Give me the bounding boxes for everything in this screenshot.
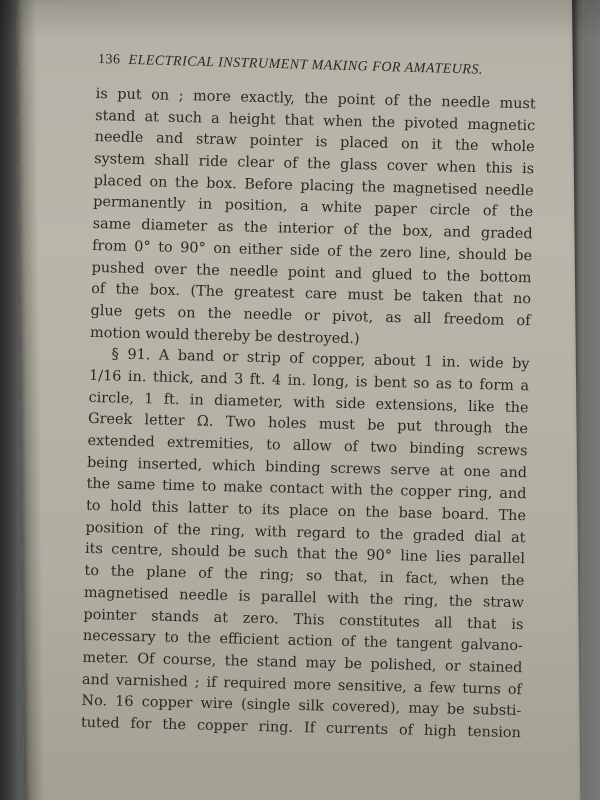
text-line: same diameter as the interior of the box, and graded (92, 216, 533, 243)
text-line: magnetised needle is parallel with the ring, the straw (83, 584, 525, 612)
text-line: Greek letter Ω. Two holes must be put through the (87, 411, 529, 438)
text-line: 1/16 in. thick, and 3 ft. 4 in. long, is bent so as to form a (88, 367, 530, 395)
text-line: motion would thereby be destroyed.) (89, 324, 360, 347)
body-text (81, 84, 536, 745)
section-start-line: § 91. A band or strip of copper, about 1 in. wide by (111, 346, 530, 373)
text-line: being inserted, which binding screws serve at one and (86, 454, 528, 481)
spine-shadow (16, 0, 45, 800)
text-line: circle, 1 ft. in diameter, with side extensions, like the (88, 389, 529, 416)
text-line: is put on ; more exactly, the point of the needle must (95, 85, 536, 113)
text-line: to hold this latter to its place on the base board. The (85, 497, 527, 525)
text-line: its centre, should be such that the 90° line lies parallel (84, 541, 526, 568)
text-line: pushed over the needle point and glued to the bottom (91, 259, 532, 286)
text-line: No. 16 copper wire (single silk covered), may be substi- (81, 693, 522, 720)
text-line: of the box. (The greatest care must be taken that no (90, 281, 532, 308)
text-line: needle and straw pointer is placed on it the whole (94, 129, 535, 156)
text-line: pointer stands at zero. This constitutes all that is (83, 606, 524, 633)
text-line: placed on the box. Before placing the magnetised needle (93, 172, 534, 200)
text-line: permanently in position, a white paper circle of the (93, 194, 534, 221)
text-line: position of the ring, with regard to the graded dial at (85, 519, 526, 546)
text-line: stand at such a height that when the pivoted magnetic (95, 107, 536, 135)
text-line: meter. Of course, the stand may be polished, or stained (82, 649, 523, 677)
text-line: and varnished ; if required more sensitive, a few turns of (81, 671, 523, 698)
text-line: necessary to the efficient action of the tangent galvano- (82, 628, 524, 655)
text-line: to the plane of the ring; so that, in fact, when the (84, 562, 525, 590)
text-line: system shall ride clear of the glass cover when this is (94, 151, 535, 178)
text-line: glue gets on the needle or pivot, as all freedom of (90, 302, 531, 330)
page-number: 136 (97, 52, 121, 68)
text-line: extended extremities, to allow of two binding screws (87, 432, 528, 460)
running-title: ELECTRICAL INSTRUMENT MAKING FOR AMATEURS. (128, 52, 484, 78)
text-line: tuted for the copper ring. If currents of high tension (80, 714, 522, 742)
text-line: from 0° to 90° on either side of the zero line, should be (91, 237, 533, 265)
text-line: the same time to make contact with the copper ring, and (86, 476, 527, 503)
